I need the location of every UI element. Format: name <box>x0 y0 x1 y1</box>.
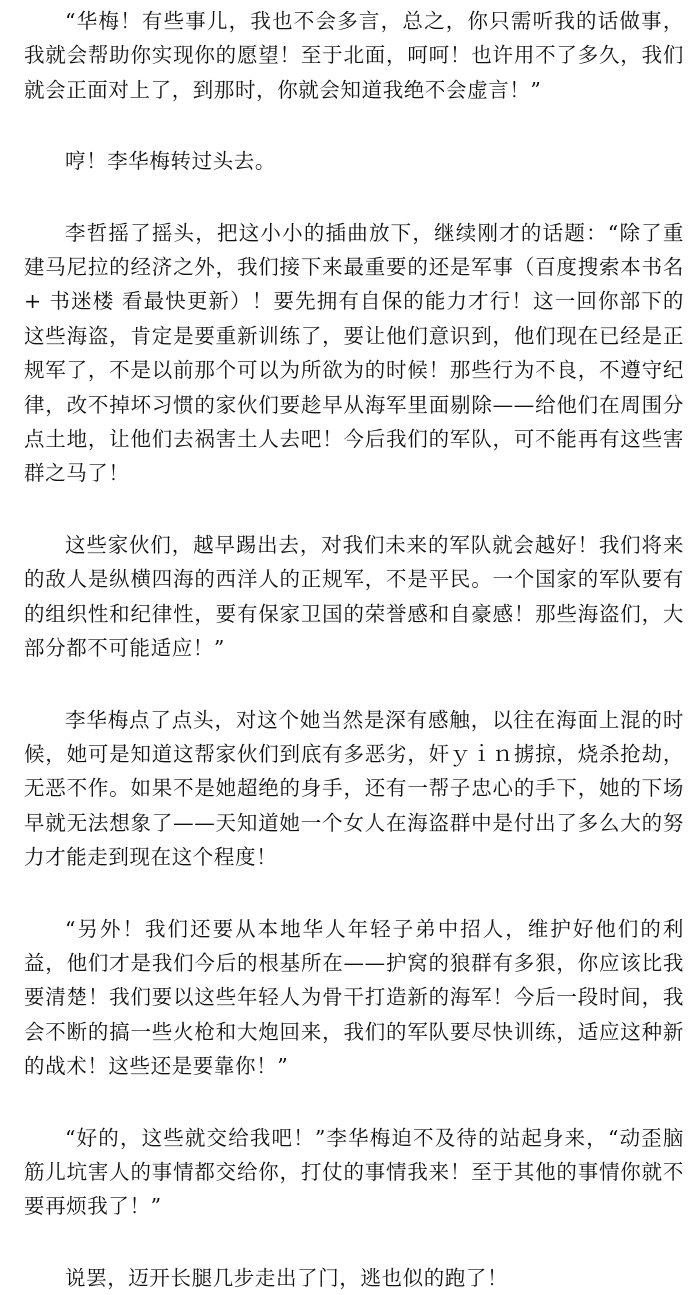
paragraph-7: “好的，这些就交给我吧！”李华梅迫不及待的站起身来，“动歪脑筋儿坑害人的事情都交给你，打仗的事情我来！至于其他的事情你就不要再烦我了！” <box>24 1125 684 1219</box>
paragraph-4: 这些家伙们，越早踢出去，对我们未来的军队就会越好！我们将来的敌人是纵横四海的西洋人的正规军，不是平民。一个国家的军队要有的组织性和纪律性，要有保家卫国的荣誉感和自豪感！那些海盗们，大部分都不可能适应！” <box>24 532 684 661</box>
paragraph-3: 李哲摇了摇头，把这小小的插曲放下，继续刚才的话题：“除了重建马尼拉的经济之外，我们接下来最重要的还是军事（百度搜索本书名+ 书迷楼 看最快更新）！要先拥有自保的能力才行！这一回你部下的这些海盗，肯定是要重新训练了，要让他们意识到，他们现在已经是正规军了，不是以前那个可以为所欲为的时候！那些行为不良，不遵守纪律，改不掉坏习惯的家伙们要趁早从海军里面剔除——给他们在周围分点土地，让他们去祸害土人去吧！今后我们的军队，可不能再有这些害群之马了！ <box>24 220 684 486</box>
paragraph-6: “另外！我们还要从本地华人年轻子弟中招人，维护好他们的利益，他们才是我们今后的根基所在——护窝的狼群有多狠，你应该比我要清楚！我们要以这些年轻人为骨干打造新的海军！今后一段时间，我会不断的搞一些火枪和大炮回来，我们的军队要尽快训练，适应这种新的战术！这些还是要靠你！” <box>24 916 684 1079</box>
paragraph-8: 说罢，迈开长腿几步走出了门，逃也似的跑了！ <box>65 1265 509 1290</box>
paragraph-5: 李华梅点了点头，对这个她当然是深有感触，以往在海面上混的时候，她可是知道这帮家伙们到底有多恶劣，奸ｙｉｎ掳掠，烧杀抢劫，无恶不作。如果不是她超绝的身手，还有一帮子忠心的手下，她的下场早就无法想象了——天知道她一个女人在海盗群中是付出了多么大的努力才能走到现在这个程度！ <box>24 707 684 870</box>
paragraph-2: 哼！李华梅转过头去。 <box>65 149 276 174</box>
paragraph-1: “华梅！有些事儿，我也不会多言，总之，你只需听我的话做事，我就会帮助你实现你的愿望！至于北面，呵呵！也许用不了多久，我们就会正面对上了，到那时，你就会知道我绝不会虚言！” <box>24 9 684 102</box>
